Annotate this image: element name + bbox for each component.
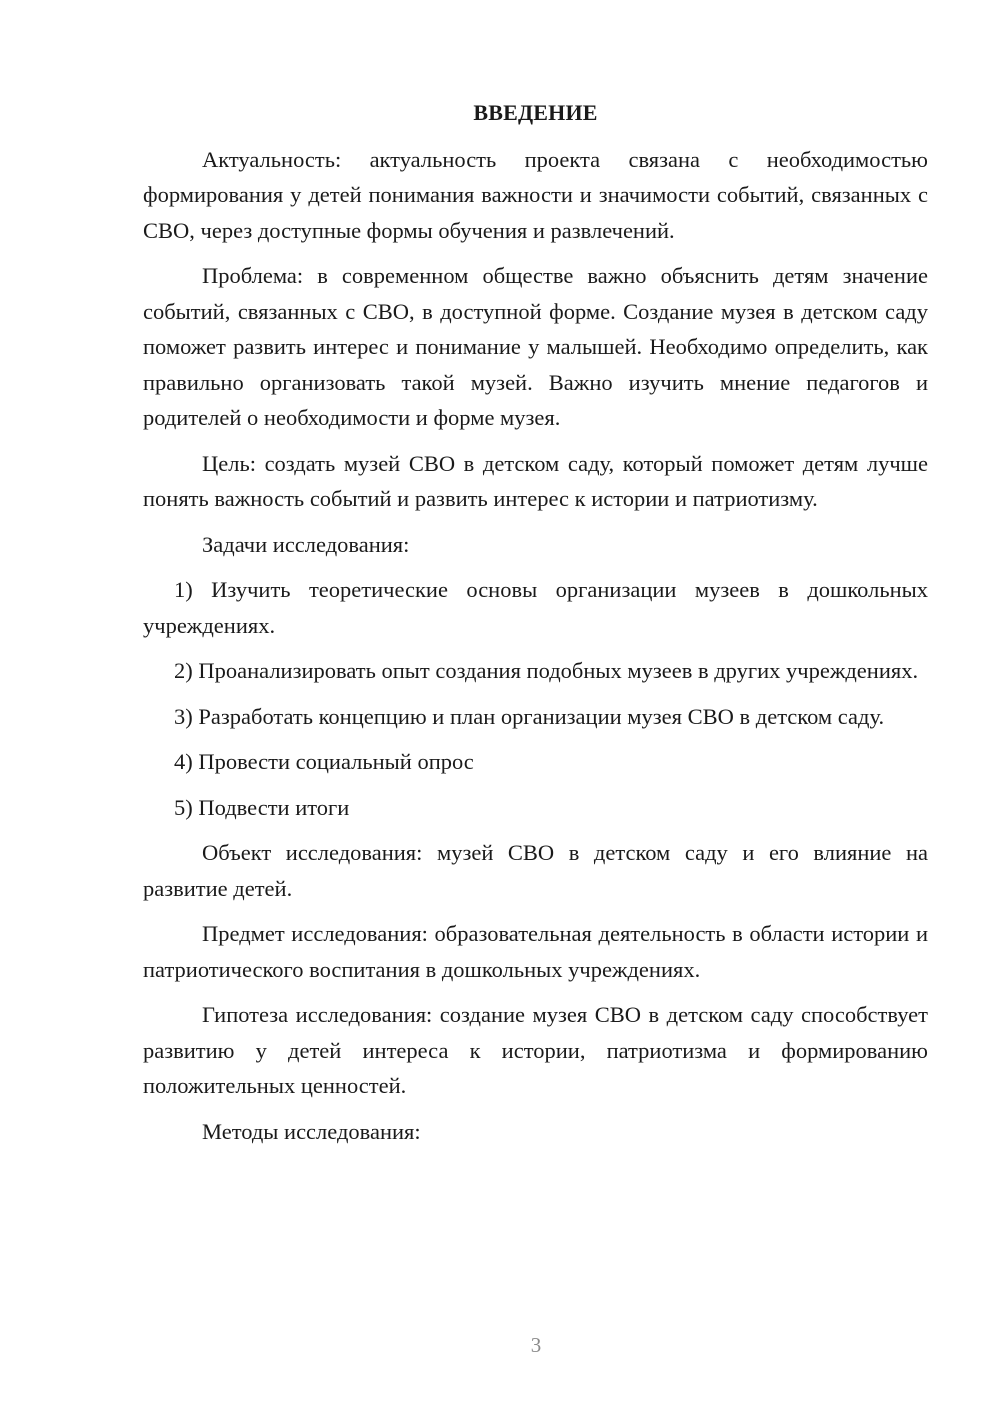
task-item: 1) Изучить теоретические основы организации музеев в дошкольных учреждениях. xyxy=(143,577,928,638)
task-item: 5) Подвести итоги xyxy=(174,794,350,820)
subject-paragraph: Предмет исследования: образовательная деятельность в области истории и патриотического воспитания в дошкольных учреждениях. xyxy=(143,921,928,982)
hypothesis-paragraph: Гипотеза исследования: создание музея СВО в детском саду способствует развитию у детей интереса к истории, патриотизма и формированию положительных ценностей. xyxy=(143,1002,928,1098)
page-content xyxy=(143,95,928,1159)
task-item: 2) Проанализировать опыт создания подобных музеев в других учреждениях. xyxy=(174,658,919,683)
methods-heading: Методы исследования: xyxy=(202,1118,421,1144)
task-item: 3) Разработать концепцию и план организации музея СВО в детском саду. xyxy=(174,703,885,729)
task-item: 4) Провести социальный опрос xyxy=(174,749,474,774)
goal-paragraph: Цель: создать музей СВО в детском саду, который поможет детям лучше понять важность событий и развить интерес к истории и патриотизму. xyxy=(143,450,928,511)
object-paragraph: Объект исследования: музей СВО в детском саду и его влияние на развитие детей. xyxy=(143,840,928,901)
section-title: ВВЕДЕНИЕ xyxy=(473,100,598,125)
relevance-paragraph: Актуальность: актуальность проекта связана с необходимостью формирования у детей понимания важности и значимости событий, связанных с СВО, через доступные формы обучения и развлечений. xyxy=(143,146,928,243)
problem-paragraph: Проблема: в современном обществе важно объяснить детям значение событий, связанных с СВО, в доступной форме. Создание музея в детском саду поможет развить интерес и понимание у малышей. Необходимо определить, как правильно организовать такой музей. Важно изучить мнение педагогов и родителей о необходимости и форме музея. xyxy=(143,263,928,430)
page-number: 3 xyxy=(530,1333,542,1357)
tasks-heading: Задачи исследования: xyxy=(202,531,410,557)
